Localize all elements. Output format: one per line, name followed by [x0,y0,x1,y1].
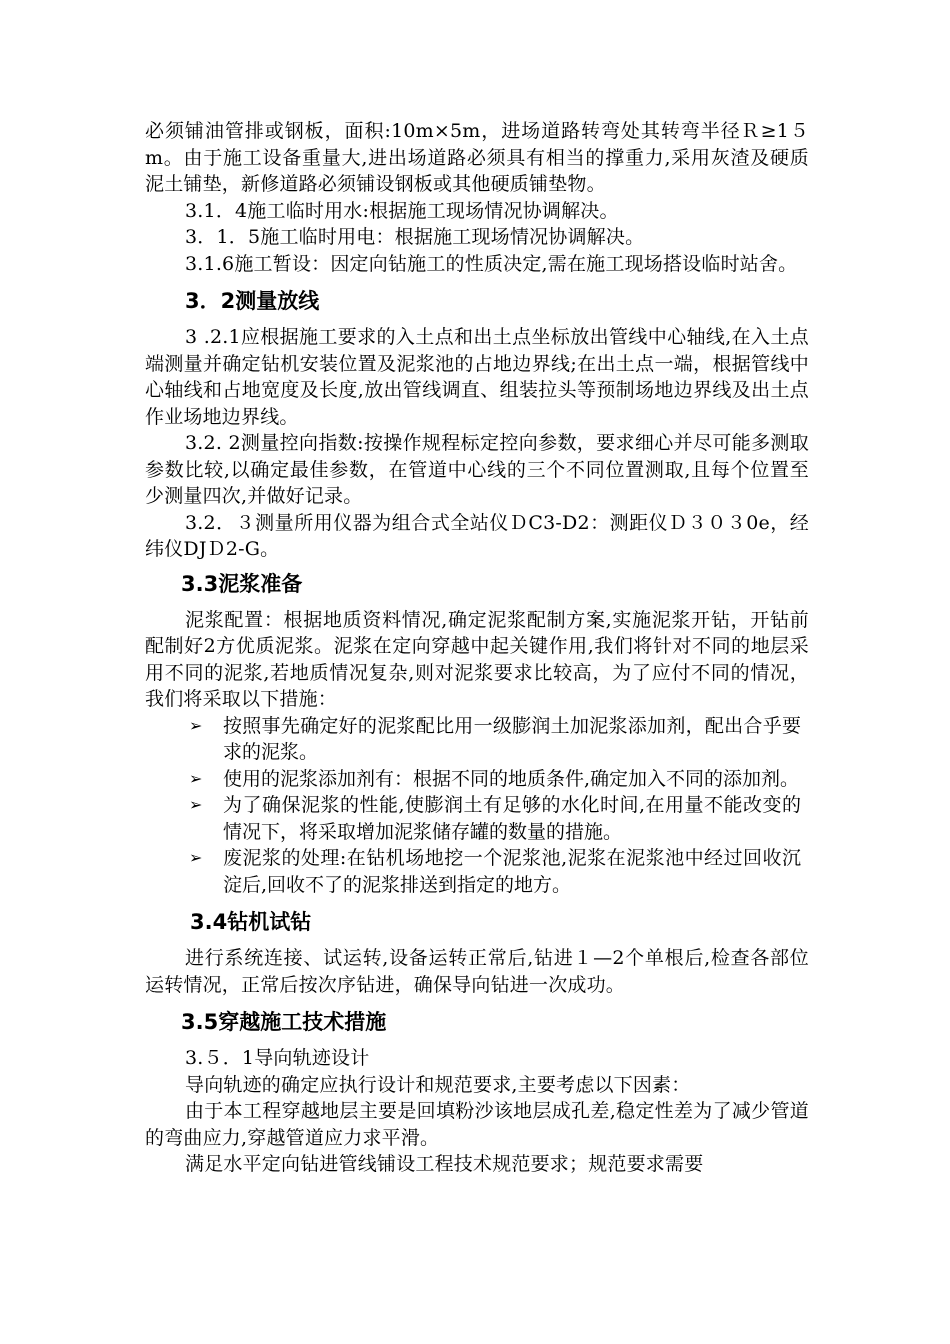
paragraph-temporary-water: 3.1．4施工临时用水:根据施工现场情况协调解决。 [185,199,619,222]
list-item-text: 使用的泥浆添加剂有：根据不同的地质条件,确定加入不同的添加剂。 [223,767,800,790]
paragraph-trial-drilling: 进行系统连接、试运转,设备运转正常后,钻进１—2个单根后,检查各部位运转情况，正常后按次序钻进，确保导向钻进一次成功。 [145,947,809,996]
list-item [145,792,809,845]
list-item-text: 按照事先确定好的泥浆配比用一级膨润土加泥浆添加剂，配出合乎要求的泥浆。 [223,714,801,763]
arrowhead-bullet-icon: ➢ [189,715,203,735]
section-heading-3-5: 3.5穿越施工技术措施 [181,1010,387,1034]
paragraph-mud-configuration: 泥浆配置：根据地质资料情况,确定泥浆配制方案,实施泥浆开钻，开钻前配制好2方优质泥浆。泥浆在定向穿越中起关键作用,我们将针对不同的地层采用不同的泥浆,若地质情况复杂,则对泥浆要求比较高，为了应付不同的情况，我们将采取以下措施： [145,608,809,710]
paragraph-3-2-1: 3 .2.1应根据施工要求的入土点和出土点坐标放出管线中心轴线,在入土点端测量并确定钻机安装位置及泥浆池的占地边界线;在出土点一端，根据管线中心轴线和占地宽度及长度,放出管线调直、组装拉头等预制场地边界线及出土点作业场地边界线。 [145,326,809,428]
document-page [145,118,809,1178]
list-item-text: 为了确保泥浆的性能,使膨润土有足够的水化时间,在用量不能改变的情况下，将采取增加泥浆储存罐的数量的措施。 [223,794,801,843]
paragraph-3-2-2: 3.2. 2测量控向指数:按操作规程标定控向参数，要求细心并尽可能多测取参数比较,以确定最佳参数，在管道中心线的三个不同位置测取,且每个位置至少测量四次,并做好记录。 [145,432,809,507]
list-item [145,845,809,898]
paragraph-3-2-3: 3.2．３测量所用仪器为组合式全站仪ＤC3-D2：测距仪Ｄ３０３0e，经纬仪DJＤ2-G。 [145,511,809,560]
section-heading-3-4: 3.4钻机试钻 [190,910,312,934]
list-item-text: 废泥浆的处理:在钻机场地挖一个泥浆池,泥浆在泥浆池中经过回收沉淀后,回收不了的泥浆排送到指定的地方。 [223,847,801,896]
arrowhead-bullet-icon: ➢ [189,795,203,814]
paragraph-temporary-facilities: 3.1.6施工暂设：因定向钻施工的性质决定,需在施工现场搭设临时站舍。 [185,252,798,275]
paragraph-3-5-1-title: 3.５．1导向轨迹设计 [185,1047,370,1069]
arrowhead-bullet-icon: ➢ [189,848,203,867]
section-heading-3-2: 3．2测量放线 [185,289,320,313]
paragraph-temporary-power: 3．1．5施工临时用电：根据施工现场情况协调解决。 [185,226,645,248]
paragraph-formation-note: 由于本工程穿越地层主要是回填粉沙该地层成孔差,稳定性差为了减少管道的弯曲应力,穿越管道应力求平滑。 [145,1100,809,1149]
paragraph-spec-requirements: 满足水平定向钻进管线铺设工程技术规范要求；规范要求需要 [185,1153,704,1175]
arrowhead-bullet-icon: ➢ [189,768,203,788]
paragraph-road-requirements: 必须铺油管排或钢板，面积:10m×5m，进场道路转弯处其转弯半径Ｒ≥1５m。由于施工设备重量大,进出场道路必须具有相当的撑重力,采用灰渣及硬质泥土铺垫，新修道路必须铺设钢板或其他硬质铺垫物。 [145,120,809,195]
list-item [145,713,809,766]
mud-measures-list [145,713,809,899]
section-heading-3-3: 3.3泥浆准备 [181,571,303,596]
paragraph-guide-trajectory: 导向轨迹的确定应执行设计和规范要求,主要考虑以下因素： [185,1073,691,1096]
list-item [145,766,809,793]
